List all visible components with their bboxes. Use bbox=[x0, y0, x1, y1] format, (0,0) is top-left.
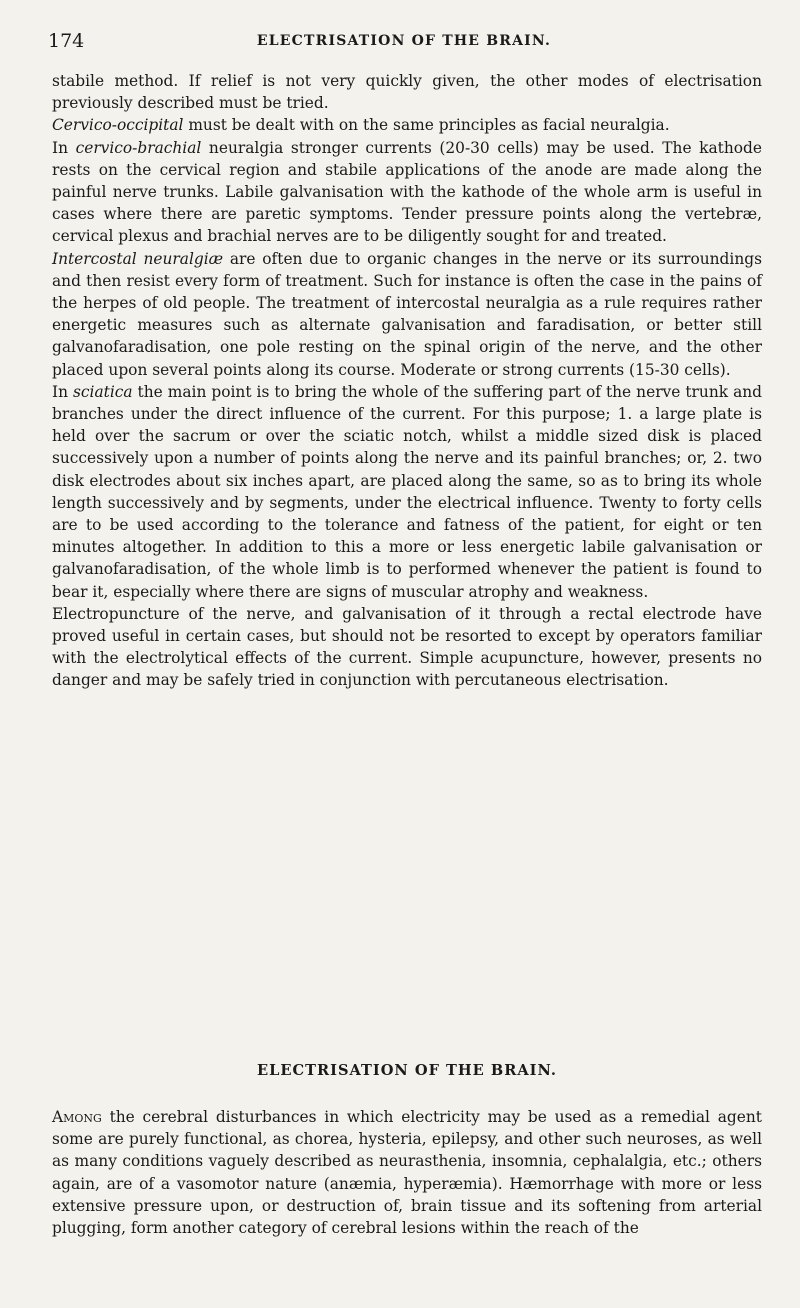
topic-term: Cervico-occipital bbox=[52, 116, 184, 135]
paragraph bbox=[52, 1106, 762, 1239]
paragraph-prefix: In bbox=[52, 138, 76, 157]
paragraph-text: are often due to organic changes in the nerve or its surroundings and then resist every form of treatment. Such for instance is often the case in the pains of the herpes of old people. The treatment of intercostal neuralgia as a rule requires rather energetic measures such as alternate galvanisation and faradisation, or better still galvanofaradisation, one pole resting on the spinal origin of the nerve, and the other placed upon several points along its course. Moderate or strong currents (15-30 cells). bbox=[52, 249, 762, 379]
lead-word: Among bbox=[52, 1108, 102, 1126]
page-number: 174 bbox=[48, 30, 85, 52]
paragraph-prefix: In bbox=[52, 382, 74, 401]
topic-term: Intercostal neuralgiæ bbox=[52, 249, 224, 268]
paragraph-text: Electropuncture of the nerve, and galvanisation of it through a rectal electrode have proved useful in certain cases, but should not be resorted to except by operators familiar with the electrolytical effects of the current. Simple acupuncture, however, presents no danger and may be safely tried in conjunction with percutaneous electrisation. bbox=[52, 604, 762, 690]
section-body bbox=[52, 1106, 762, 1239]
page-header bbox=[48, 30, 760, 54]
body-text bbox=[52, 70, 762, 692]
paragraph-text: stabile method. If relief is not very quickly given, the other modes of electrisation previously described must be tried. bbox=[52, 72, 762, 113]
paragraph-text: the main point is to bring the whole of the suffering part of the nerve trunk and branches under the direct influence of the current. For this purpose; 1. a large plate is held over the sacrum or over the sciatic notch, whilst a middle sized disk is placed successively upon a number of points along the nerve and its painful branches; or, 2. two disk electrodes about six inches apart, are placed along the same, so as to bring its whole length successively and by segments, under the electrical influence. Twenty to forty cells are to be used according to the tolerance and fatness of the patient, for eight or ten minutes altogether. In addition to this a more or less energetic labile galvanisation or galvanofaradisation, of the whole limb is to performed whenever the patient is found to bear it, especially where there are signs of muscular atrophy and weakness. bbox=[52, 382, 763, 601]
running-title: ELECTRISATION OF THE BRAIN. bbox=[256, 33, 552, 49]
paragraph bbox=[52, 70, 762, 114]
section-heading: ELECTRISATION OF THE BRAIN. bbox=[257, 1062, 557, 1079]
paragraph bbox=[52, 114, 762, 136]
paragraph-text: the cerebral disturbances in which electricity may be used as a remedial agent some are purely functional, as chorea, hysteria, epilepsy, and other such neuroses, as well as many conditions vaguely described as neurasthenia, insomnia, cephalalgia, etc.; others again, are of a vasomotor nature (anæmia, hyperæmia). Hæmorrhage with more or less extensive pressure upon, or destruction of, brain tissue and its softening from arterial plugging, form another category of cerebral lesions within the reach of the bbox=[52, 1108, 762, 1238]
paragraph bbox=[52, 248, 762, 381]
topic-term: cervico-brachial bbox=[75, 138, 202, 157]
paragraph bbox=[52, 381, 762, 603]
paragraph-text: neuralgia stronger currents (20-30 cells) may be used. The kathode rests on the cervical region and stabile applications of the anode are made along the painful nerve trunks. Labile galvanisation with the kathode of the whole arm is useful in cases where there are paretic symptoms. Tender pressure points along the vertebræ, cervical plexus and brachial nerves are to be diligently sought for and treated. bbox=[52, 138, 762, 246]
topic-term: sciatica bbox=[73, 382, 133, 401]
paragraph bbox=[52, 603, 762, 692]
paragraph bbox=[52, 137, 762, 248]
paragraph-text: must be dealt with on the same principles as facial neuralgia. bbox=[183, 116, 670, 135]
